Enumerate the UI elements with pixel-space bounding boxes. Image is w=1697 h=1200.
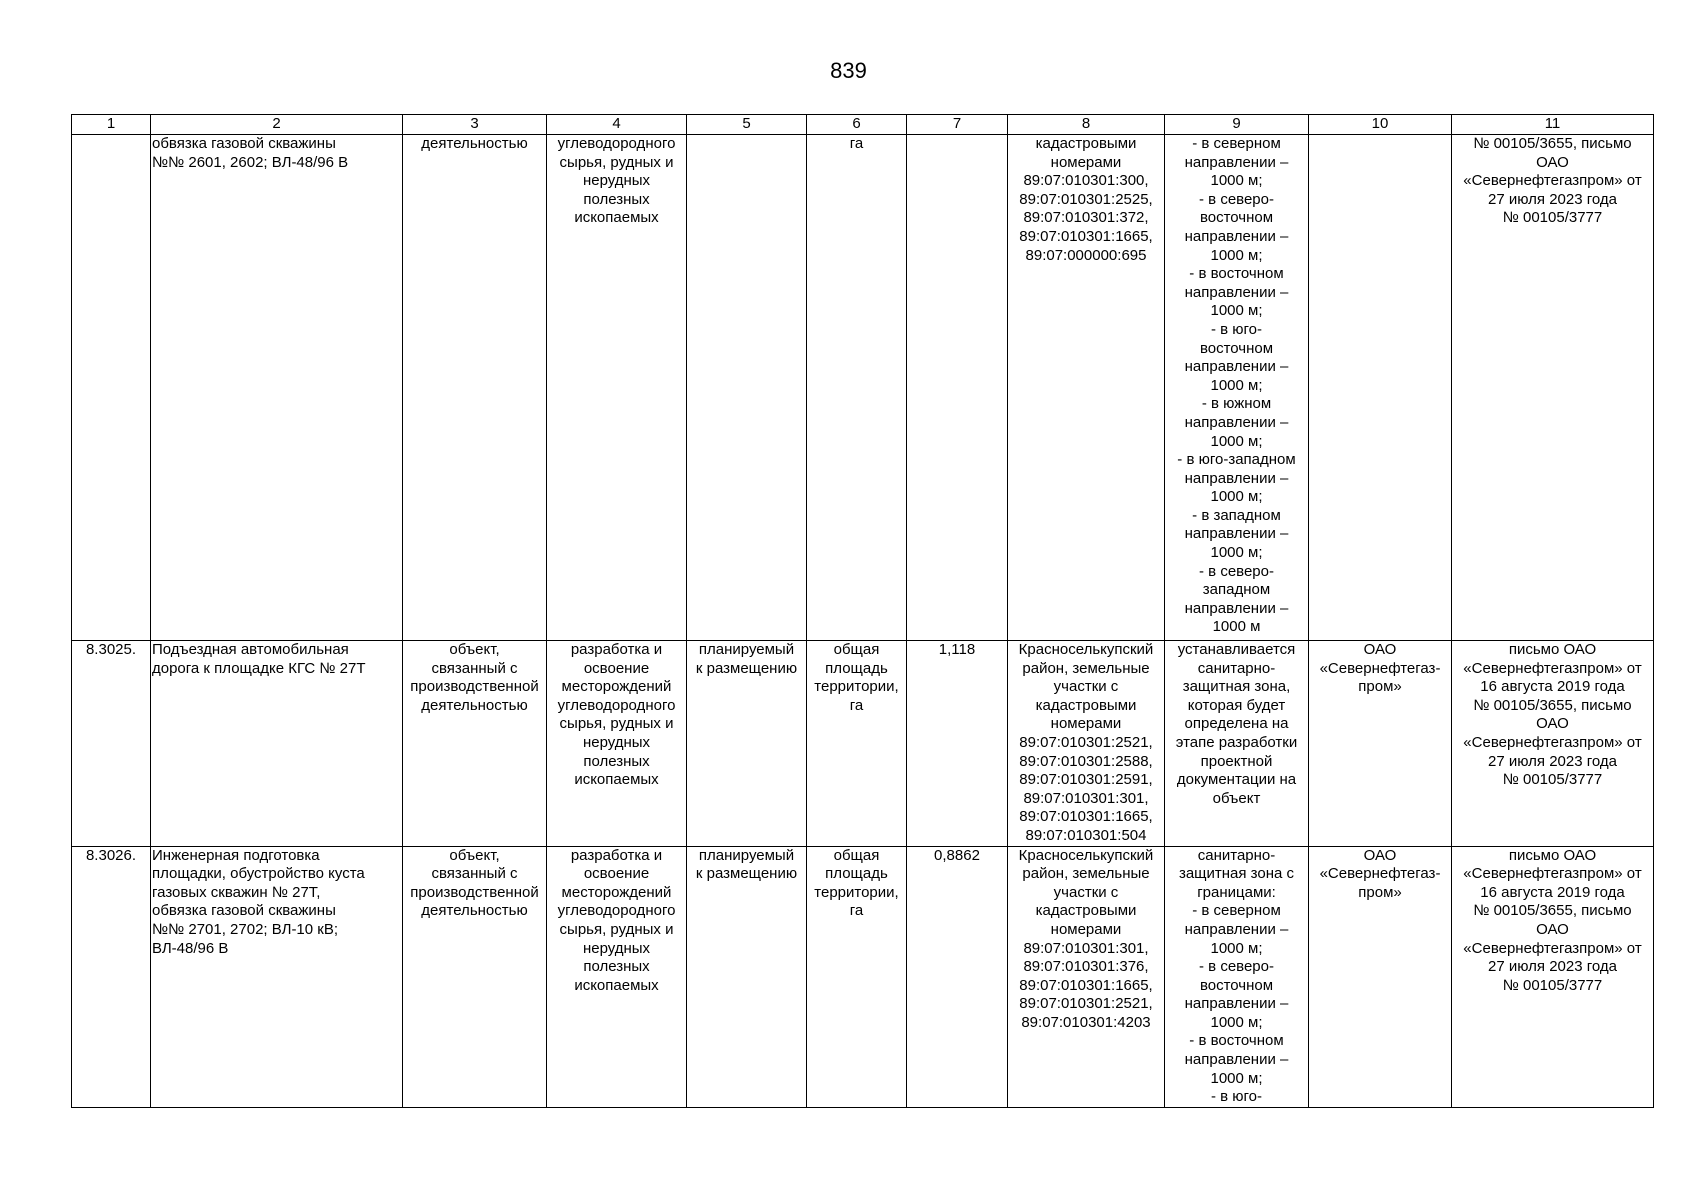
cell-number: 8.3026. bbox=[72, 846, 151, 1107]
column-header: 11 bbox=[1452, 115, 1654, 135]
column-header: 6 bbox=[807, 115, 907, 135]
cell-organization: ОАО «Севернефтегаз- пром» bbox=[1309, 641, 1452, 847]
cell-name: Подъездная автомобильная дорога к площадке КГС № 27Т bbox=[151, 641, 403, 847]
column-header: 4 bbox=[547, 115, 687, 135]
column-header: 9 bbox=[1165, 115, 1309, 135]
cell-value: 0,8862 bbox=[907, 846, 1008, 1107]
cell-purpose: объект, связанный с производственной деятельностью bbox=[403, 641, 547, 847]
cell-location: кадастровыми номерами 89:07:010301:300, 89:07:010301:2525, 89:07:010301:372, 89:07:010301:1665, 89:07:000000:695 bbox=[1008, 135, 1165, 641]
cell-name: Инженерная подготовка площадки, обустройство куста газовых скважин № 27Т, обвязка газовой скважины №№ 2701, 2702; ВЛ-10 кВ; ВЛ-48/96 В bbox=[151, 846, 403, 1107]
cell-name: обвязка газовой скважины №№ 2601, 2602; ВЛ-48/96 В bbox=[151, 135, 403, 641]
cell-organization bbox=[1309, 135, 1452, 641]
cell-activity: разработка и освоение месторождений углеводородного сырья, рудных и нерудных полезных ископаемых bbox=[547, 846, 687, 1107]
cell-characteristic: га bbox=[807, 135, 907, 641]
table-row bbox=[72, 641, 1654, 847]
cell-purpose: деятельностью bbox=[403, 135, 547, 641]
cell-status bbox=[687, 135, 807, 641]
column-number-row bbox=[72, 115, 1654, 135]
column-header: 10 bbox=[1309, 115, 1452, 135]
column-header: 7 bbox=[907, 115, 1008, 135]
cell-characteristic: общая площадь территории, га bbox=[807, 846, 907, 1107]
cell-basis: письмо ОАО «Севернефтегазпром» от 16 августа 2019 года № 00105/3655, письмо ОАО «Севернефтегазпром» от 27 июля 2023 года № 00105/3777 bbox=[1452, 846, 1654, 1107]
cell-activity: углеводородного сырья, рудных и нерудных полезных ископаемых bbox=[547, 135, 687, 641]
cell-zone: санитарно- защитная зона с границами: - в северном направлении – 1000 м; - в северо- восточном направлении – 1000 м; - в восточном направлении – 1000 м; - в юго- bbox=[1165, 846, 1309, 1107]
column-header: 3 bbox=[403, 115, 547, 135]
cell-status: планируемый к размещению bbox=[687, 846, 807, 1107]
cell-value: 1,118 bbox=[907, 641, 1008, 847]
cell-location: Красноселькупский район, земельные участки с кадастровыми номерами 89:07:010301:301, 89:07:010301:376, 89:07:010301:1665, 89:07:010301:2521, 89:07:010301:4203 bbox=[1008, 846, 1165, 1107]
objects-table bbox=[71, 114, 1654, 1108]
cell-number bbox=[72, 135, 151, 641]
page-number: 839 bbox=[830, 58, 867, 83]
table-row bbox=[72, 135, 1654, 641]
cell-basis: письмо ОАО «Севернефтегазпром» от 16 августа 2019 года № 00105/3655, письмо ОАО «Севернефтегазпром» от 27 июля 2023 года № 00105/3777 bbox=[1452, 641, 1654, 847]
table-row bbox=[72, 846, 1654, 1107]
cell-activity: разработка и освоение месторождений углеводородного сырья, рудных и нерудных полезных ископаемых bbox=[547, 641, 687, 847]
cell-status: планируемый к размещению bbox=[687, 641, 807, 847]
cell-basis: № 00105/3655, письмо ОАО «Севернефтегазпром» от 27 июля 2023 года № 00105/3777 bbox=[1452, 135, 1654, 641]
cell-organization: ОАО «Севернефтегаз- пром» bbox=[1309, 846, 1452, 1107]
cell-number: 8.3025. bbox=[72, 641, 151, 847]
column-header: 8 bbox=[1008, 115, 1165, 135]
column-header: 1 bbox=[72, 115, 151, 135]
cell-purpose: объект, связанный с производственной деятельностью bbox=[403, 846, 547, 1107]
column-header: 2 bbox=[151, 115, 403, 135]
cell-zone: - в северном направлении – 1000 м; - в северо- восточном направлении – 1000 м; - в восточном направлении – 1000 м; - в юго- восточном направлении – 1000 м; - в южном направлении – 1000 м; - в юго-западном направлении – 1000 м; - в западном направлении – 1000 м; - в северо- западном направлении – 1000 м bbox=[1165, 135, 1309, 641]
cell-location: Красноселькупский район, земельные участки с кадастровыми номерами 89:07:010301:2521, 89:07:010301:2588, 89:07:010301:2591, 89:07:010301:301, 89:07:010301:1665, 89:07:010301:504 bbox=[1008, 641, 1165, 847]
cell-zone: устанавливается санитарно- защитная зона, которая будет определена на этапе разработки проектной документации на объект bbox=[1165, 641, 1309, 847]
column-header: 5 bbox=[687, 115, 807, 135]
cell-characteristic: общая площадь территории, га bbox=[807, 641, 907, 847]
cell-value bbox=[907, 135, 1008, 641]
